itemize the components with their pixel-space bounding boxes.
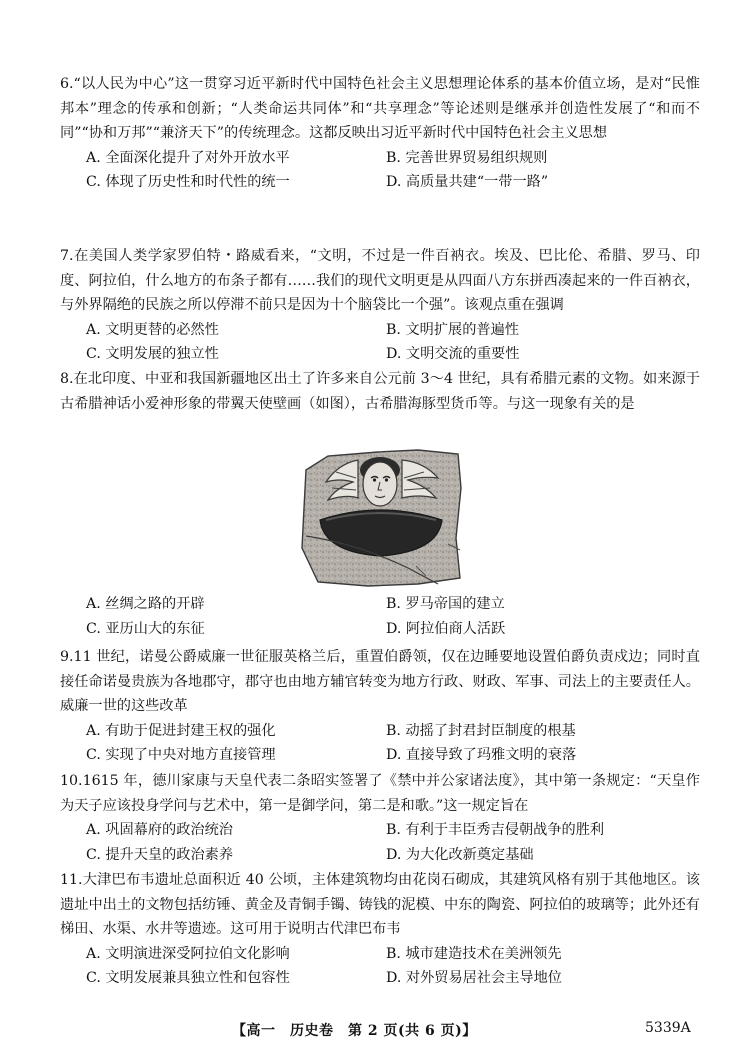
option-c: C. 亚历山大的东征 — [86, 620, 205, 637]
question-stem — [60, 868, 700, 942]
option-a: A. 巩固幕府的政治统治 — [86, 822, 233, 839]
option-b: B. 文明扩展的普遍性 — [386, 321, 519, 338]
question-8 — [60, 367, 700, 416]
option-b: B. 有利于丰臣秀吉侵朝战争的胜利 — [386, 822, 605, 839]
question-number: 8. — [60, 371, 74, 387]
option-c: C. 提升天皇的政治素养 — [86, 846, 234, 863]
option-a: A. 文明演进深受阿拉伯文化影响 — [86, 945, 290, 962]
option-b: B. 罗马帝国的建立 — [386, 596, 505, 612]
question-text: 大津巴布韦遗址总面积近 40 公顷，主体建筑物均由花岗石砌成，其建筑风格有别于其他地区。该遗址中出土的文物包括纺锤、黄金及青铜手镯、铸钱的泥模、中东的陶瓷、阿拉伯的玻璃等；此外还有梯田、水渠、水井等遗迹。这可用于说明古代津巴布韦 — [60, 872, 700, 938]
option-a: A. 全面深化提升了对外开放水平 — [86, 149, 290, 166]
question-text: 1615 年，德川家康与天皇代表二条昭实签署了《禁中并公家诸法度》，其中第一条规定：“天皇作为天子应该投身学问与艺术中，第一是御学问，第二是和歌。”这一规定旨在 — [60, 773, 700, 814]
question-9 — [60, 645, 700, 768]
option-c: C. 文明发展的独立性 — [86, 346, 219, 363]
question-stem — [60, 367, 700, 416]
question-stem — [60, 769, 700, 818]
question-7 — [60, 244, 700, 367]
option-a: A. 丝绸之路的开辟 — [86, 596, 205, 612]
question-number: 10. — [60, 773, 83, 789]
option-d: D. 高质量共建“一带一路” — [386, 174, 549, 191]
option-d: D. 文明交流的重要性 — [386, 346, 520, 363]
question-stem — [60, 72, 700, 146]
option-d: D. 对外贸易居社会主导地位 — [386, 970, 562, 987]
question-text: 在北印度、中亚和我国新疆地区出土了许多来自公元前 3～4 世纪，具有希腊元素的文物。如来源于古希腊神话小爱神形象的带翼天使壁画（如图），古希腊海豚型货币等。与这一现象有关的是 — [60, 371, 700, 412]
exam-code: 5339A — [645, 1020, 691, 1036]
options — [86, 719, 700, 768]
options — [86, 818, 700, 867]
question-text: 11 世纪，诺曼公爵威廉一世征服英格兰后，重置伯爵领，仅在边睡要地设置伯爵负责戍边；同时直接任命诺曼贵族为各地郡守，郡守也由地方辅官转变为地方行政、财政、军事、司法上的主要责任人。威廉一世的这些改革 — [60, 649, 700, 715]
question-stem — [60, 645, 700, 719]
question-text: 在美国人类学家罗伯特・路威看来，“文明，不过是一件百衲衣。埃及、巴比伦、希腊、罗马、印度、阿拉伯，什么地方的布条子都有……我们的现代文明更是从四面八方东拼西凑起来的一件百衲衣，与外界隔绝的民族之所以停滞不前只是因为十个脑袋比一个强”。该观点重在强调 — [60, 248, 700, 314]
options — [86, 942, 700, 991]
option-a: A. 有助于促进封建王权的强化 — [86, 722, 276, 739]
question-text: “以人民为中心”这一贯穿习近平新时代中国特色社会主义思想理论体系的基本价值立场，是对“民惟邦本”理念的传承和创新；“人类命运共同体”和“共享理念”等论述则是继承并创造性发展了“和而不同”“协和万邦”“兼济天下”的传统理念。这都反映出习近平新时代中国特色社会主义思想 — [60, 76, 700, 142]
option-d: D. 阿拉伯商人活跃 — [386, 620, 506, 637]
question-8-options — [60, 592, 700, 641]
option-b: B. 完善世界贸易组织规则 — [386, 149, 548, 166]
question-number: 11. — [60, 872, 83, 888]
option-b: B. 城市建造技术在美洲领先 — [386, 945, 562, 962]
question-number: 7. — [60, 248, 74, 264]
option-d: D. 直接导致了玛雅文明的衰落 — [386, 747, 577, 764]
option-d: D. 为大化改新奠定基础 — [386, 846, 534, 863]
question-10 — [60, 769, 700, 867]
question-11 — [60, 868, 700, 991]
question-number: 6. — [60, 76, 74, 92]
winged-angel-mural-image — [298, 448, 464, 588]
options — [86, 318, 700, 367]
page-footer — [0, 1020, 751, 1042]
question-6 — [60, 72, 700, 195]
option-c: C. 文明发展兼具独立性和包容性 — [86, 970, 290, 987]
options — [86, 146, 700, 195]
option-a: A. 文明更替的必然性 — [86, 321, 219, 338]
question-stem — [60, 244, 700, 318]
question-number: 9. — [60, 649, 74, 665]
page-number-label: 【高一 历史卷 第 2 页(共 6 页)】 — [232, 1023, 477, 1039]
options — [86, 592, 700, 641]
option-b: B. 动摇了封君封臣制度的根基 — [386, 722, 576, 739]
option-c: C. 实现了中央对地方直接管理 — [86, 747, 276, 764]
angel-mural-figure — [298, 448, 464, 588]
option-c: C. 体现了历史性和时代性的统一 — [86, 174, 290, 191]
